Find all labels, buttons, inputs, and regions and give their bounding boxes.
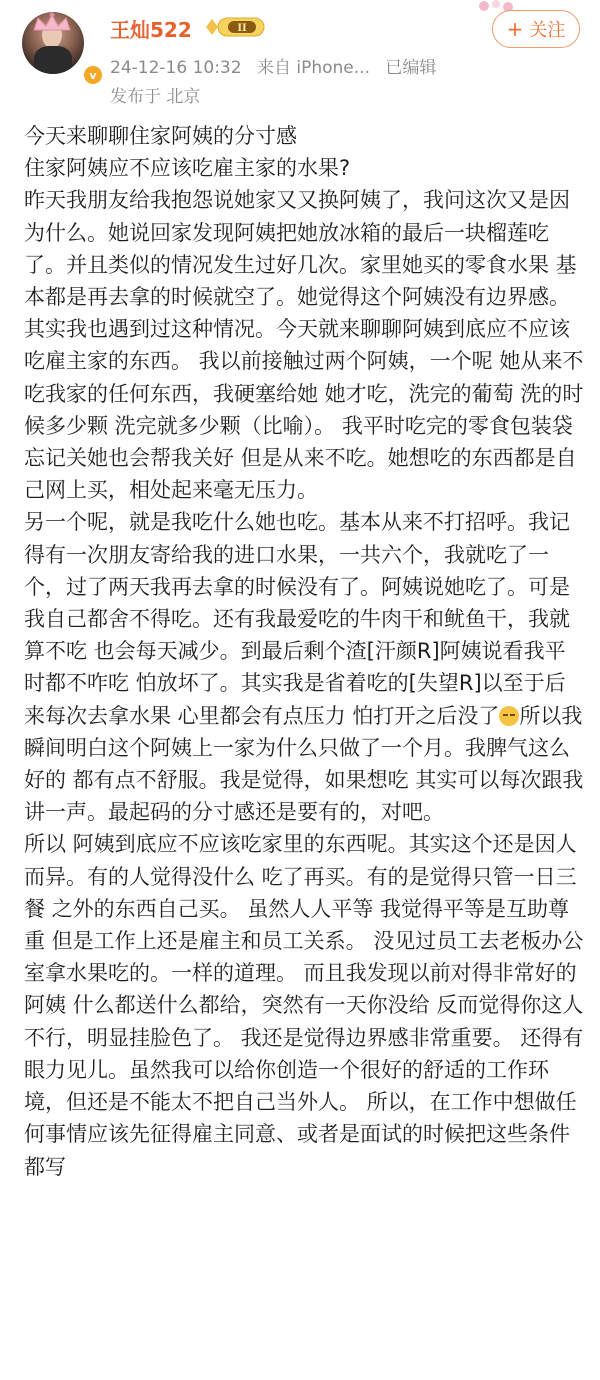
follow-button[interactable]: [492, 10, 580, 48]
post-location: 发布于 北京: [110, 87, 201, 107]
post-paragraph: 昨天我朋友给我抱怨说她家又又换阿姨了，我问这次又是因为什么。她说回家发现阿姨把她放冰箱的最后一块榴莲吃了。并且类似的情况发生过好几次。家里她买的零食水果 基本都是再去拿的时候就空了。她觉得这个阿姨没有边界感。: [24, 188, 577, 310]
follow-label: 关注: [529, 20, 566, 41]
crown-icon: [30, 12, 74, 34]
post-header: [0, 0, 600, 112]
post-source: 来自 iPhone...: [256, 58, 370, 78]
verified-badge-icon: [82, 64, 104, 86]
post-text: 所以我瞬间明白这个阿姨上一家为什么只做了一个月。我脾气这么好的 都有点不舒服。我是觉得，如果想吃 其实可以每次跟我讲一声。最起码的分寸感还是要有的，对吧。: [24, 703, 584, 825]
post-meta: [110, 53, 446, 78]
sad-face-emoji-icon: [499, 706, 519, 726]
username[interactable]: 王灿522: [110, 18, 192, 42]
post-paragraph: 其实我也遇到过这种情况。今天就来聊聊阿姨到底应不应该吃雇主家的东西。 我以前接触过两个阿姨，一个呢 她从来不吃我家的任何东西，我硬塞给她 她才吃，洗完的葡萄 洗的时候多少颗 洗完就多少颗（比喻）。 我平时吃完的零食包装袋忘记关她也会帮我关好 但是从来不吃。她想吃的东西都是自己网上买，相处起来毫无压力。: [24, 317, 584, 503]
post-text: 另一个呢，就是我吃什么她也吃。基本从来不打招呼。我记得有一次朋友寄给我的进口水果，一共六个，我就吃了一个，过了两天我再去拿的时候没有了。阿姨说她吃了。可是我自己都舍不得吃。还有我最爱吃的牛肉干和鱿鱼干，我就算不吃 也会每天减少。到最后剩个渣[汗颜R]阿姨说看我平时都不咋吃 怕放坏了。其实我是省着吃的[失望R]以至于后来每次去拿水果 心里都会有点压力 怕打开之后没了: [24, 510, 570, 728]
plus-icon: +: [506, 17, 524, 41]
avatar[interactable]: [22, 12, 97, 82]
post-paragraph: 住家阿姨应不应该吃雇主家的水果?: [24, 156, 351, 181]
level-label: II: [237, 23, 247, 34]
post-body: [24, 120, 584, 1183]
post-paragraph: [24, 506, 584, 828]
edited-label[interactable]: 已编辑: [385, 58, 437, 78]
post-paragraph: 今天来聊聊住家阿姨的分寸感: [24, 124, 297, 148]
svg-text:v: v: [89, 69, 97, 82]
level-badge-icon: [204, 16, 266, 38]
post-timestamp: 24-12-16 10:32: [110, 58, 242, 78]
post-paragraph: 所以 阿姨到底应不应该吃家里的东西呢。其实这个还是因人而异。有的人觉得没什么 吃了再买。有的是觉得只管一日三餐 之外的东西自己买。 虽然人人平等 我觉得平等是互助尊重 但是工作上还是雇主和员工关系。 没见过员工去老板办公室拿水果吃的。一样的道理。 而且我发现以前对得非常好的阿姨 什么都送什么都给，突然有一天你没给 反而觉得你这人不行，明显挂脸色了。 我还是觉得边界感非常重要。 还得有眼力见儿。虽然我可以给你创造一个很好的舒适的工作环境，但还是不能太不把自己当外人。 所以，在工作中想做任何事情应该先征得雇主同意、或者是面试的时候把这些条件都写: [24, 832, 584, 1179]
